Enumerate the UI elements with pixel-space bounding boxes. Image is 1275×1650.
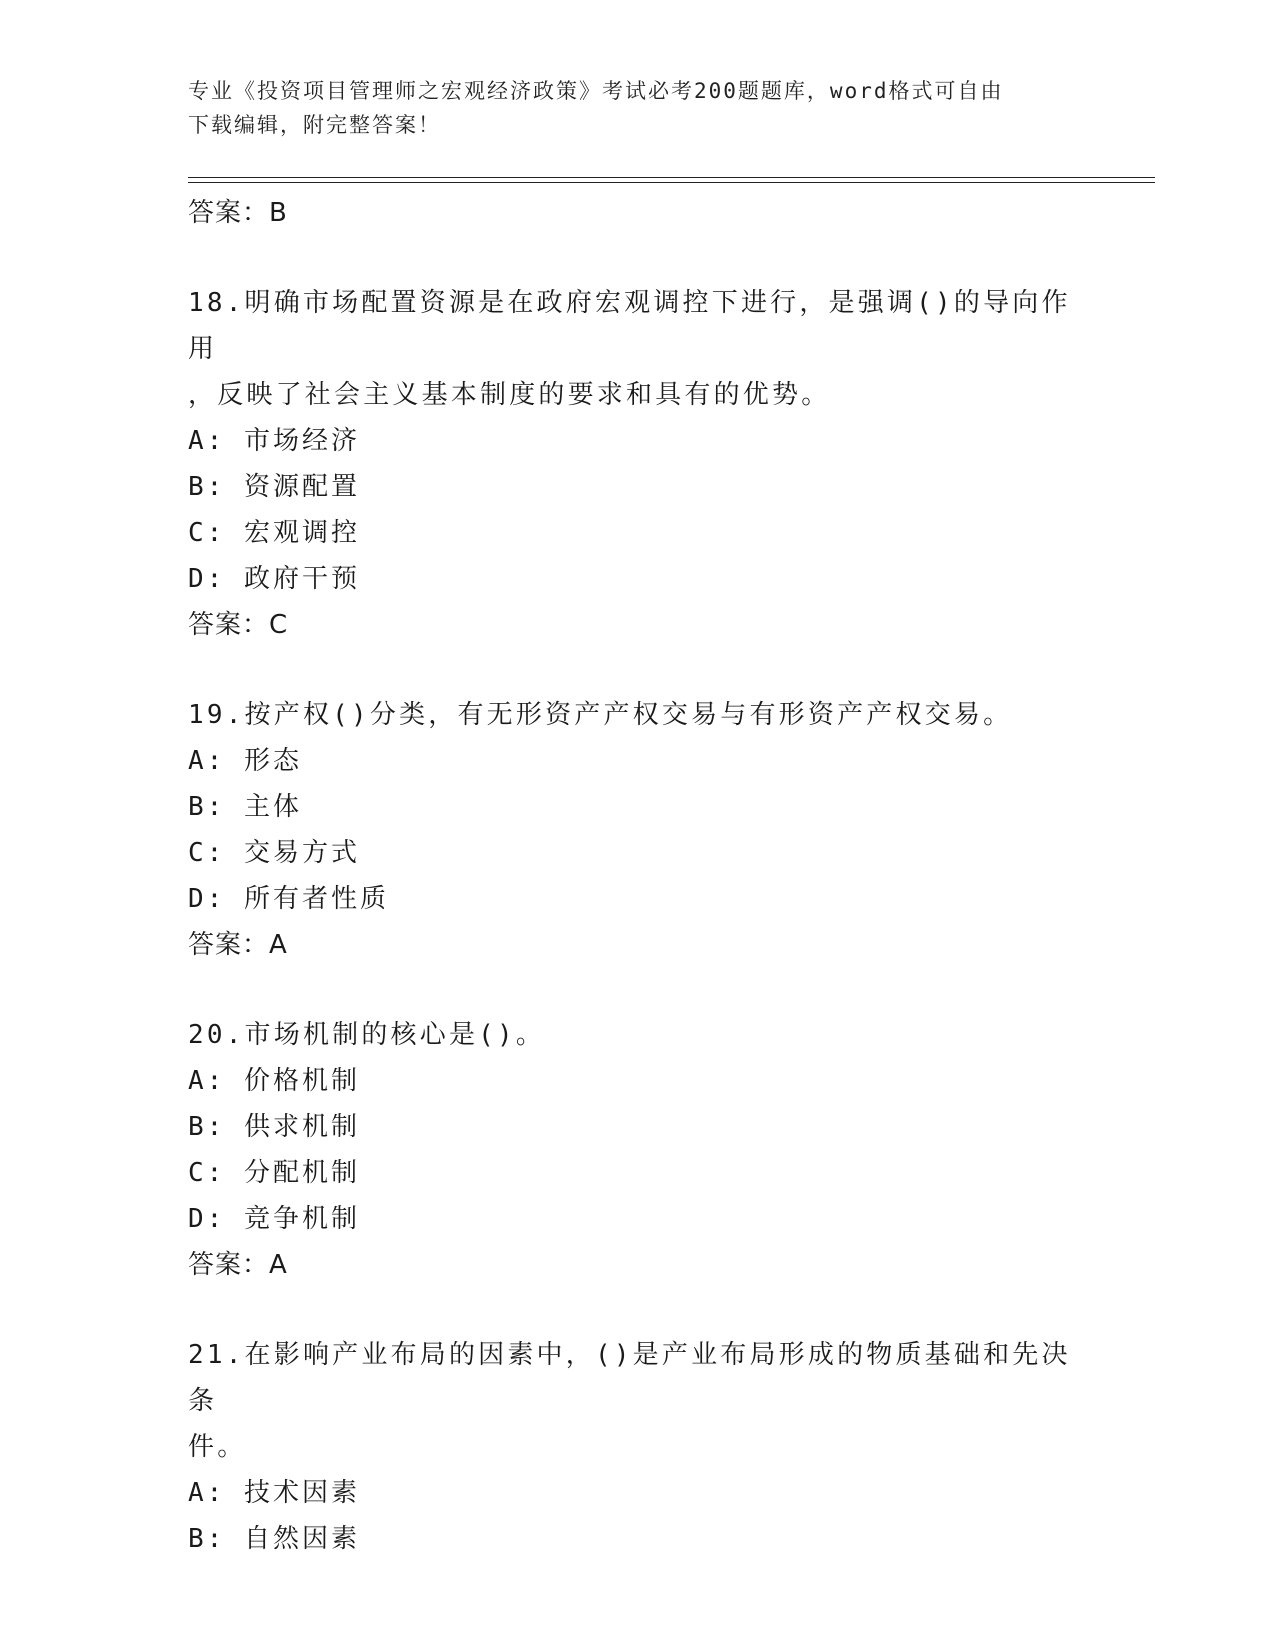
question-stem-line: 18.明确市场配置资源是在政府宏观调控下进行，是强调()的导向作用: [188, 288, 1071, 364]
answer: 答案：A: [188, 1250, 288, 1280]
question-21: [188, 1332, 1088, 1562]
option-a: A: 市场经济: [188, 426, 360, 456]
question-18: [188, 280, 1088, 648]
question-stem-line: 21.在影响产业布局的因素中，()是产业布局形成的物质基础和先决条: [188, 1340, 1071, 1416]
header-divider-top: [188, 177, 1155, 178]
option-d: D: 政府干预: [188, 564, 360, 594]
option-a: A: 技术因素: [188, 1478, 360, 1508]
option-b: B: 主体: [188, 792, 302, 822]
document-header: [188, 74, 1088, 142]
option-a: A: 形态: [188, 746, 302, 776]
option-b: B: 资源配置: [188, 472, 360, 502]
question-list: [188, 190, 1088, 1562]
question-stem-line: 20.市场机制的核心是()。: [188, 1020, 546, 1050]
option-c: C: 交易方式: [188, 838, 360, 868]
previous-answer: 答案：B: [188, 198, 288, 228]
option-d: D: 所有者性质: [188, 884, 389, 914]
option-c: C: 分配机制: [188, 1158, 360, 1188]
question-20: [188, 1012, 1088, 1288]
header-line-2: 下载编辑，附完整答案！: [188, 113, 441, 137]
option-b: B: 供求机制: [188, 1112, 360, 1142]
header-divider-bottom: [188, 182, 1155, 183]
answer: 答案：A: [188, 930, 288, 960]
question-stem-line: 19.按产权()分类，有无形资产产权交易与有形资产产权交易。: [188, 700, 1013, 730]
option-d: D: 竞争机制: [188, 1204, 360, 1234]
header-line-1: 专业《投资项目管理师之宏观经济政策》考试必考200题题库，word格式可自由: [188, 79, 1004, 103]
option-a: A: 价格机制: [188, 1066, 360, 1096]
question-stem-line: 件。: [188, 1432, 247, 1462]
option-c: C: 宏观调控: [188, 518, 360, 548]
question-19: [188, 692, 1088, 968]
question-stem-line: ，反映了社会主义基本制度的要求和具有的优势。: [188, 380, 831, 410]
option-b: B: 自然因素: [188, 1524, 360, 1554]
answer: 答案：C: [188, 610, 289, 640]
